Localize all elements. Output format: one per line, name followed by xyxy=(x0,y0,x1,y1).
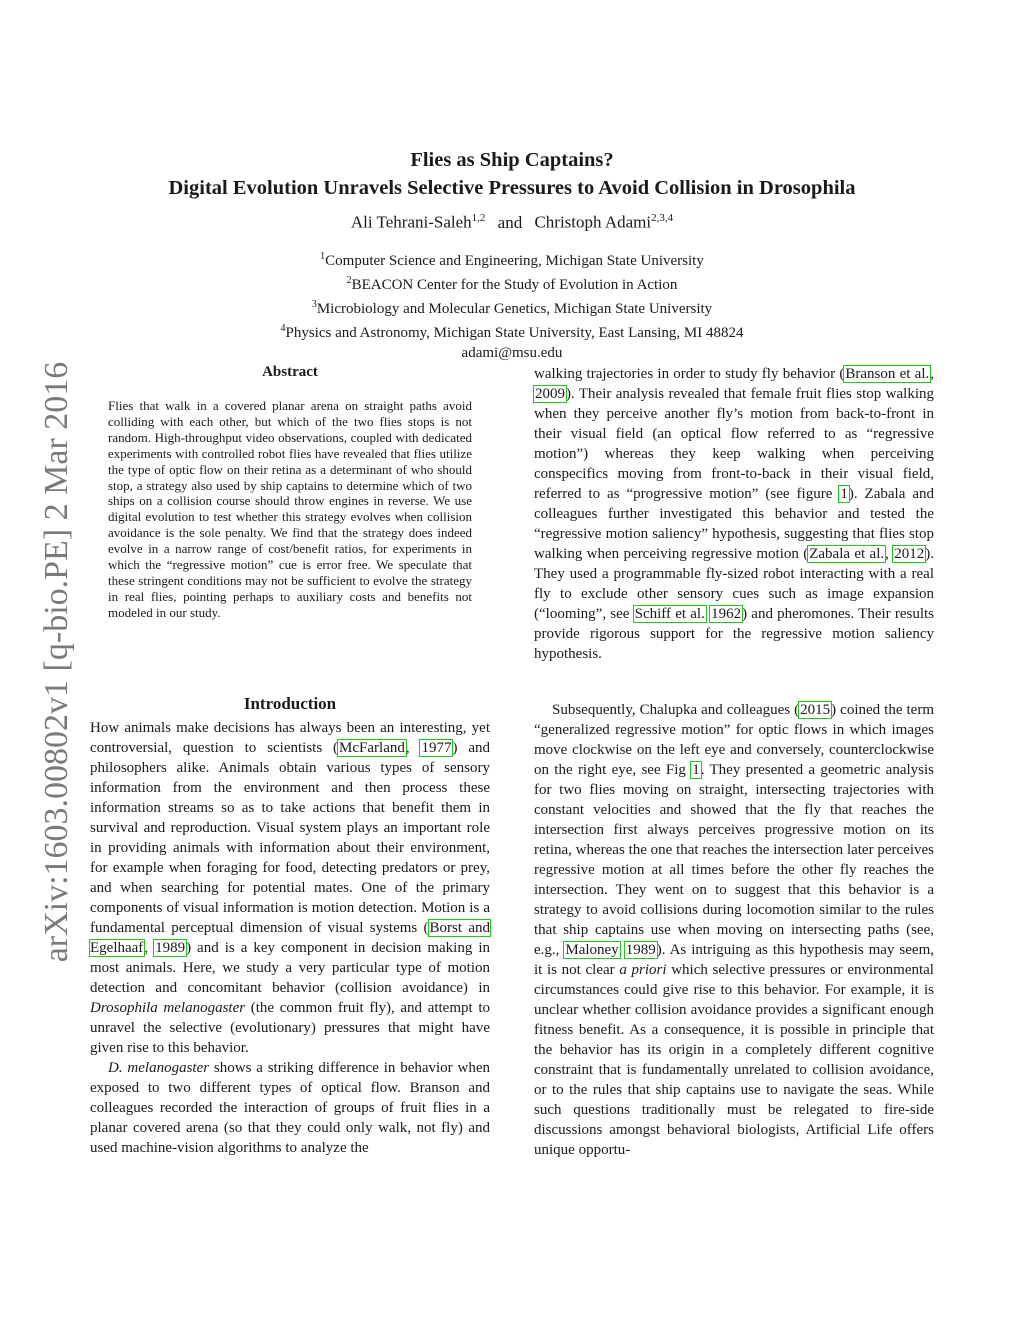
citation-link[interactable]: 1989 xyxy=(625,942,656,958)
citation-link[interactable]: 1977 xyxy=(421,740,452,756)
introduction-section xyxy=(90,692,490,1158)
affiliation-line: $^4$Physics and Astronomy, Michigan State University, East Lansing, MI 48824 xyxy=(280,322,744,341)
abstract-body: Flies that walk in a covered planar arena on straight paths avoid colliding with each other, but which of the two flies stops is not random. High-throughput video observations, coupled with dedicated experiments with controlled robot flies have revealed that flies utilize the type of optic flow on their retina as a determinant of who should stop, a strategy also used by ship captains to determine which of two ships on a collision course should throw engines in reverse. We use digital evolution to test whether this strategy evolves when collision avoidance is the sole penalty. We find that the strategy does indeed evolve in a narrow range of cost/benefit ratios, for experiments in which the “regressive motion” cue is error free. We speculate that these stringent conditions may not be sufficient to evolve the strategy in real flies, pointing perhaps to auxiliary costs and benefits not modeled in our study. xyxy=(108,398,472,620)
introduction-heading: Introduction xyxy=(243,694,337,713)
latin-phrase: a priori xyxy=(619,962,667,978)
citation-link[interactable]: Maloney xyxy=(565,942,619,958)
affiliation-line: $^2$BEACON Center for the Study of Evolution in Action xyxy=(346,274,678,293)
citation-link[interactable]: McFarland xyxy=(339,740,405,756)
author-list xyxy=(0,206,1024,235)
author-conjunction: and xyxy=(497,212,523,232)
body-paragraph: Subsequently, Chalupka and colleagues (2015) coined the term “generalized regressive motion” for optic flows in which images move clockwise on the left eye and conversely, counterclockwise on the right eye, see Fig 1. They presented a geometric analysis for two flies moving on straight, intersecting trajectories with constant velocities and showed that the fly that reaches the intersection first always perceives progressive motion on its retina, whereas the one that reaches the intersection later perceives regressive motion at all times before the other fly reaches the intersection. They went on to suggest that this behavior is a strategy to avoid collisions during locomotion similar to the rules that ship captains use when moving on intersecting paths (see, e.g., Maloney 1989). As intriguing as this hypothesis may seem, it is not clear a priori which selective pressures or environmental circumstances could give rise to this behavior. For example, it is unclear whether collision avoidance provides a significant enough fitness benefit. As a consequence, it is possible in principle that the behavior has its origin in a completely different cognitive constraint that is fundamentally unrelated to collision avoidance, or to the rules that ship captains use to navigate the seas. While such questions traditionally must be relegated to fire-side discussions amongst behavioral biologists, Artificial Life offers unique opportu- xyxy=(534,702,935,1158)
intro-paragraph-2: D. melanogaster shows a striking difference in behavior when exposed to two different types of optical flow. Branson and colleagues recorded the interaction of groups of fruit flies in a planar covered arena (so that they could only walk, not fly) and used machine-vision algorithms to analyze the xyxy=(90,1060,490,1156)
paper-title-line-1: Flies as Ship Captains? xyxy=(410,149,614,171)
figure-reference-link[interactable]: 1 xyxy=(692,762,700,778)
citation-link[interactable]: 2015 xyxy=(800,702,831,718)
citation-link[interactable]: Schiff et al. xyxy=(634,606,705,622)
citation-link[interactable]: Zabala et al. xyxy=(809,546,885,562)
intro-paragraph-1: How animals make decisions has always been an interesting, yet controversial, question to scientists (McFarland, 1977) and philosophers alike. Animals obtain various types of sensory information from the environment and then process these information streams so as to take actions that benefit them in survival and reproduction. Visual system plays an important role in providing animals with information about their environment, for example when foraging for food, detecting predators or prey, and when searching for potential mates. One of the primary components of visual information is motion detection. Motion is a fundamental perceptual dimension of visual systems (Borst and Egelhaaf, 1989) and is a key component in decision making in most animals. Here, we study a very particular type of motion detection and concomitant behavior (collision avoidance) in Drosophila melanogaster (the common fruit fly), and attempt to unravel the selective (evolutionary) pressures that might have given rise to this behavior. xyxy=(90,720,491,1056)
right-column-paragraph-1 xyxy=(534,364,934,664)
paper-title-line-2: Digital Evolution Unravels Selective Pressures to Avoid Collision in Drosophila xyxy=(168,177,856,199)
arxiv-identifier-stamp: arXiv:1603.00802v1 [q-bio.PE] 2 Mar 2016 xyxy=(38,361,75,963)
title-block xyxy=(0,146,1024,363)
author-name: Ali Tehrani-Saleh xyxy=(350,212,472,232)
author-affiliation-marker: 2,3,4 xyxy=(651,212,674,224)
affiliation-line: $^3$Microbiology and Molecular Genetics, Michigan State University xyxy=(311,298,713,317)
author-affiliation-marker: 1,2 xyxy=(471,212,486,224)
abstract-heading: Abstract xyxy=(262,364,318,380)
species-name: Drosophila melanogaster xyxy=(90,1000,246,1016)
affiliation-line: $^1$Computer Science and Engineering, Michigan State University xyxy=(320,250,704,269)
body-paragraph: walking trajectories in order to study fly behavior (Branson et al., 2009). Their analysis revealed that female fruit flies stop walking when they perceive another fly’s motion from back-to-front in their visual field (an optical flow referred to as “regressive motion”) whereas they keep walking when perceiving conspecifics moving from front-to-back in their visual field, referred to as “progressive motion” (see figure 1). Zabala and colleagues further investigated this behavior and tested the “regressive motion saliency” hypothesis, suggesting that flies stop walking when perceiving regressive motion (Zabala et al., 2012). They used a programmable fly-sized robot interacting with a real fly to exclude other sensory cues such as image expansion (“looming”, see Schiff et al. 1962) and pheromones. Their results provide rigorous support for the regressive motion saliency hypothesis. xyxy=(534,366,935,662)
right-column-paragraph-2 xyxy=(534,700,934,1160)
citation-link[interactable]: 1962 xyxy=(711,606,742,622)
citation-link[interactable]: 1989 xyxy=(155,940,186,956)
citation-link[interactable]: Branson et al. xyxy=(845,366,930,382)
species-name: D. melanogaster xyxy=(108,1060,210,1076)
author-name: Christoph Adami xyxy=(534,212,652,232)
figure-reference-link[interactable]: 1 xyxy=(840,486,848,502)
citation-link[interactable]: 2012 xyxy=(894,546,925,562)
citation-link[interactable]: Borst and Egelhaaf xyxy=(90,920,490,956)
abstract-section xyxy=(108,364,472,621)
affiliation-list xyxy=(0,247,1024,363)
contact-email[interactable]: adami@msu.edu xyxy=(461,344,563,361)
citation-link[interactable]: 2009 xyxy=(535,386,565,402)
